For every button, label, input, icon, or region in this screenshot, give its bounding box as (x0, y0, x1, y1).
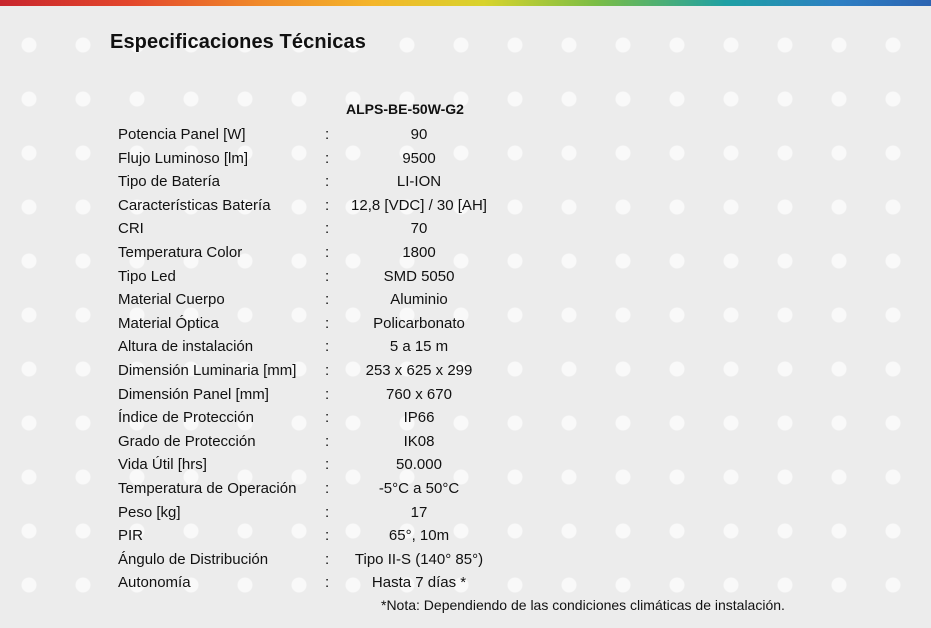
spec-separator: : (325, 126, 330, 143)
spec-label: Índice de Protección (118, 409, 254, 427)
spec-value: 5 a 15 m (389, 338, 449, 356)
spec-value: SMD 5050 (383, 267, 455, 285)
spec-value: 65°, 10m (388, 527, 450, 545)
spec-label: Temperatura Color (118, 243, 243, 261)
spec-value: Policarbonato (373, 314, 465, 332)
spec-label: Autonomía (118, 574, 191, 592)
spec-row-temperatura-color (118, 241, 818, 265)
spec-separator: : (325, 361, 330, 379)
spec-separator: : (325, 503, 330, 521)
spec-separator: : (325, 527, 330, 545)
spec-value: 760 x 670 (386, 385, 452, 403)
spec-value: -5°C a 50°C (378, 479, 460, 497)
spec-row-vida-util (118, 453, 818, 477)
spec-value: 90 (410, 126, 428, 143)
spec-value: IK08 (403, 432, 435, 450)
spec-row-tipo-bateria (118, 170, 818, 194)
spec-row-material-optica (118, 312, 818, 336)
spec-label: Características Batería (118, 196, 271, 214)
spec-label: Material Óptica (118, 314, 219, 332)
spec-row-dimension-luminaria (118, 359, 818, 383)
spec-value: 70 (410, 220, 428, 238)
spec-label: Tipo Led (118, 267, 176, 285)
spec-separator: : (325, 409, 330, 427)
footnote: *Nota: Dependiendo de las condiciones climáticas de instalación. (381, 597, 785, 613)
spec-separator: : (325, 149, 330, 167)
spec-label: Vida Útil [hrs] (118, 456, 207, 474)
model-header: ALPS-BE-50W-G2 (346, 101, 464, 117)
spec-value: IP66 (403, 409, 435, 427)
spec-label: Peso [kg] (118, 503, 181, 521)
spec-separator: : (325, 456, 330, 474)
spec-value: Tipo II-S (140° 85°) (354, 550, 484, 568)
spec-separator: : (325, 479, 330, 497)
spec-separator: : (325, 267, 330, 285)
spec-row-grado-proteccion (118, 430, 818, 454)
spec-row-temperatura-operacion (118, 477, 818, 501)
spec-row-peso (118, 501, 818, 525)
spec-separator: : (325, 338, 330, 356)
spec-label: Material Cuerpo (118, 291, 225, 309)
spec-value: 9500 (402, 149, 436, 167)
spec-separator: : (325, 385, 330, 403)
spec-value: 50.000 (396, 456, 442, 474)
spec-separator: : (325, 173, 330, 191)
spec-row-cri (118, 217, 818, 241)
spec-value: 12,8 [VDC] / 30 [AH] (351, 196, 487, 214)
spec-separator: : (325, 291, 330, 309)
spec-row-potencia-panel (118, 123, 818, 147)
spec-row-material-cuerpo (118, 288, 818, 312)
spec-separator: : (325, 314, 330, 332)
spec-row-indice-proteccion (118, 406, 818, 430)
spec-label: Flujo Luminoso [lm] (118, 149, 249, 167)
spec-row-altura-instalacion (118, 335, 818, 359)
spec-row-dimension-panel (118, 383, 818, 407)
spec-label: Ángulo de Distribución (118, 550, 269, 568)
spec-row-tipo-led (118, 265, 818, 289)
spec-row-angulo-distribucion (118, 548, 818, 572)
spec-value: 1800 (402, 243, 436, 261)
spec-label: Altura de instalación (118, 338, 254, 356)
spec-row-autonomia (118, 571, 818, 595)
spec-label: Temperatura de Operación (118, 479, 297, 497)
spec-label: PIR (118, 527, 144, 545)
spec-row-caracteristicas-bateria (118, 194, 818, 218)
spec-table (118, 123, 818, 595)
spec-separator: : (325, 243, 330, 261)
spec-separator: : (325, 432, 330, 450)
page-title: Especificaciones Técnicas (110, 31, 366, 53)
spec-row-pir (118, 524, 818, 548)
spec-row-flujo-luminoso (118, 147, 818, 171)
spec-separator: : (325, 220, 330, 238)
spec-value: 17 (410, 503, 428, 521)
spec-separator: : (325, 550, 330, 568)
spec-separator: : (325, 196, 330, 214)
spec-label: CRI (118, 220, 144, 238)
spec-value: Hasta 7 días * (371, 574, 467, 592)
rainbow-header-bar (0, 0, 931, 6)
spec-value: Aluminio (390, 291, 448, 309)
spec-label: Dimensión Panel [mm] (118, 385, 269, 403)
spec-value: 253 x 625 x 299 (365, 361, 473, 379)
spec-value: LI-ION (396, 173, 442, 191)
spec-separator: : (325, 574, 330, 592)
spec-label: Potencia Panel [W] (118, 126, 246, 143)
spec-label: Grado de Protección (118, 432, 256, 450)
spec-label: Tipo de Batería (118, 173, 221, 191)
spec-label: Dimensión Luminaria [mm] (118, 361, 297, 379)
